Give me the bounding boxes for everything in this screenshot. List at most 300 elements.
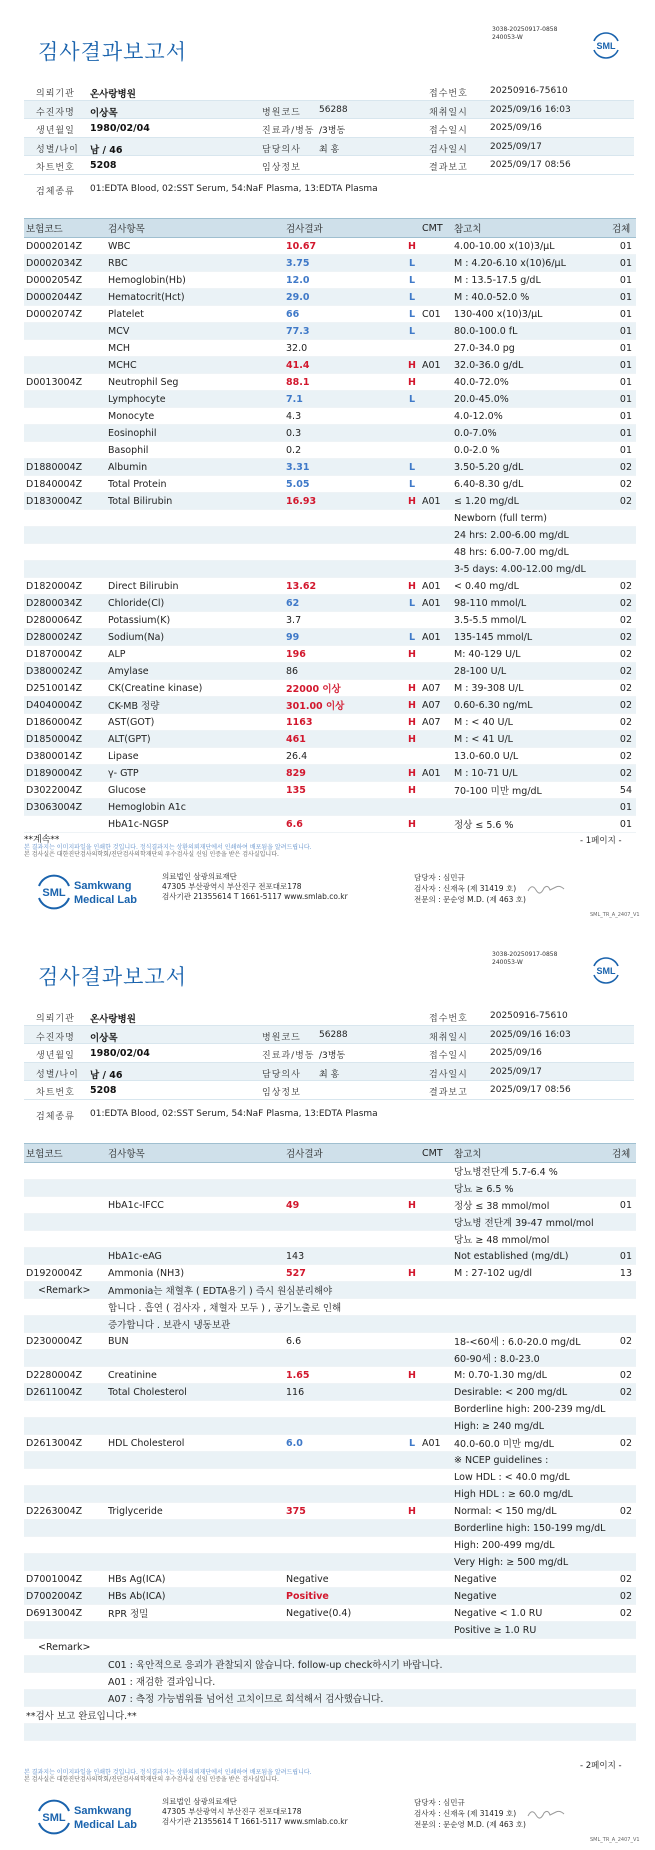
specimen-code: 02 [610,1588,636,1605]
specimen-code: 02 [610,680,636,697]
specimen-code: 01 [610,1248,636,1265]
table-row [24,340,636,357]
table-row [24,1486,636,1503]
results-table-page-2 [24,1143,636,1741]
birth-label: 생년월일 [36,1051,75,1061]
hl-flag: L [402,476,420,493]
test-result: 62 [284,595,402,612]
info-row [24,138,634,157]
comment-code [420,1163,452,1180]
table-row [24,357,636,374]
comment-code [420,1384,452,1401]
test-item: RBC [106,255,284,272]
comment-code: A07 [420,697,452,714]
test-item: HBs Ag(ICA) [106,1571,284,1588]
hl-flag [402,1163,420,1180]
test-item: Platelet [106,306,284,323]
test-result [284,544,402,561]
insurance-code: D2800064Z [24,612,106,629]
insurance-code: D2611004Z [24,1384,106,1401]
insurance-code [24,1469,106,1486]
comment-code [420,1588,452,1605]
reference-range: High HDL : ≥ 60.0 mg/dL [452,1486,610,1503]
table-row [24,1197,636,1214]
table-row [24,1622,636,1639]
insurance-code [24,1520,106,1537]
table-row [24,391,636,408]
hospital-code-value: 56288 [319,1029,348,1040]
test-item [106,1452,284,1469]
test-result [284,1537,402,1554]
hl-flag: H [402,646,420,663]
comment-code [420,816,452,833]
specimen-code: 01 [610,323,636,340]
table-row [24,459,636,476]
test-item: γ- GTP [106,765,284,782]
table-row [24,748,636,765]
reference-range: M : 27-102 ug/dl [452,1265,610,1282]
collect-date-label: 채취일시 [429,107,468,118]
reference-range: 당뇨병전단계 5.7-6.4 % [452,1163,610,1180]
test-result: 5.05 [284,476,402,493]
comment-code [420,1537,452,1554]
table-row [24,306,636,323]
test-item: MCH [106,340,284,357]
test-item: CK-MB 정량 [106,697,284,714]
specimen-code: 02 [610,731,636,748]
comment-code [420,1265,452,1282]
hl-flag [402,510,420,527]
test-result [284,1469,402,1486]
specimen-code [610,1214,636,1231]
reference-range: Borderline high: 200-239 mg/dL [452,1401,610,1418]
table-row [24,1367,636,1384]
test-result: 527 [284,1265,402,1282]
insurance-code: D0002054Z [24,272,106,289]
hl-flag: H [402,578,420,595]
page-number: - 1페이지 - [580,836,622,846]
insurance-code: D1890004Z [24,765,106,782]
table-row [24,561,636,578]
table-row [24,1588,636,1605]
test-item: HBs Ab(ICA) [106,1588,284,1605]
insurance-code [24,1214,106,1231]
hl-flag [402,1350,420,1367]
hl-flag [402,1554,420,1571]
test-result [284,527,402,544]
insurance-code [24,1197,106,1214]
hl-flag [402,1333,420,1350]
comment-code [420,272,452,289]
hl-flag [402,1588,420,1605]
hl-flag [402,1231,420,1248]
patient-info [24,1007,634,1100]
comment-code [420,510,452,527]
table-row [24,1673,636,1690]
reference-range: 48 hrs: 6.00-7.00 mg/dL [452,544,610,561]
specimen-code: 02 [610,697,636,714]
hl-flag: L [402,306,420,323]
comment-code [420,425,452,442]
specimen-code: 01 [610,391,636,408]
table-row [24,1418,636,1435]
comment-code [420,1520,452,1537]
column-header: CMT [420,1144,452,1163]
chart-no-value: 5208 [90,160,117,171]
hl-flag [402,1180,420,1197]
reference-range: 40.0-60.0 미만 mg/dL [452,1435,610,1452]
comment-code: A01 [420,1435,452,1452]
specimen-code: 01 [610,442,636,459]
container-label: 검체종류 [36,187,75,197]
insurance-code [24,1486,106,1503]
test-item [106,1554,284,1571]
remark-label: <Remark> [24,1282,106,1299]
reference-range: M: 0.70-1.30 mg/dL [452,1367,610,1384]
insurance-code: D1920004Z [24,1265,106,1282]
table-row [24,527,636,544]
test-item [106,1163,284,1180]
comment-code [420,238,452,255]
comment-code [420,1401,452,1418]
comment-code [420,748,452,765]
insurance-code [24,340,106,357]
test-result: 32.0 [284,340,402,357]
hl-flag [402,1486,420,1503]
table-row [24,629,636,646]
insurance-code: D3800014Z [24,748,106,765]
hl-flag [402,442,420,459]
test-result [284,1486,402,1503]
insurance-code [24,1248,106,1265]
insurance-code: D2613004Z [24,1435,106,1452]
test-result: 0.2 [284,442,402,459]
test-result: 4.3 [284,408,402,425]
form-code: SML_TR_A_2407_V1 [590,912,640,918]
hl-flag: H [402,680,420,697]
test-item: Potassium(K) [106,612,284,629]
insurance-code: D3800024Z [24,663,106,680]
test-item [106,1401,284,1418]
table-row [24,255,636,272]
svg-text:Medical Lab: Medical Lab [74,894,137,906]
reference-range: 135-145 mmol/L [452,629,610,646]
test-result [284,1622,402,1639]
empty-cell [24,1656,106,1673]
test-item [106,1350,284,1367]
table-header [24,1144,636,1163]
hl-flag [402,748,420,765]
patient-label: 수진자명 [36,107,75,118]
comment-code [420,1605,452,1622]
test-item: Hemoglobin(Hb) [106,272,284,289]
receipt-date-value: 2025/09/16 [490,1048,542,1058]
empty-cell [24,1299,106,1316]
comment-code [420,1367,452,1384]
insurance-code [24,561,106,578]
reference-range: M : 10-71 U/L [452,765,610,782]
hl-flag [402,1248,420,1265]
svg-text:SML: SML [596,966,616,976]
test-result: 3.7 [284,612,402,629]
specimen-code: 02 [610,765,636,782]
insurance-code: D7001004Z [24,1571,106,1588]
table-row [24,1639,636,1656]
institution-value: 온사랑병원 [90,89,136,100]
comment-code [420,561,452,578]
specimen-code: 01 [610,272,636,289]
reference-range: 0.0-7.0% [452,425,610,442]
comment-code [420,1180,452,1197]
test-item: Basophil [106,442,284,459]
hl-flag [402,1622,420,1639]
svg-text:Samkwang: Samkwang [74,1805,132,1817]
insurance-code [24,816,106,833]
hl-flag: L [402,459,420,476]
reference-range: High: ≥ 240 mg/dL [452,1418,610,1435]
test-item: Ammonia (NH3) [106,1265,284,1282]
table-row [24,1401,636,1418]
empty-cell [24,1724,636,1741]
test-result: 22000 이상 [284,680,402,697]
info-row [24,1026,634,1045]
specimen-code: 02 [610,1605,636,1622]
test-result: 16.93 [284,493,402,510]
table-row [24,1316,636,1333]
empty-cell [24,1673,106,1690]
receipt-date-value: 2025/09/16 [490,123,542,133]
page-title: 검사결과보고서 [38,40,188,64]
insurance-code [24,442,106,459]
hl-flag: H [402,238,420,255]
comment-code [420,1469,452,1486]
specimen-code: 02 [610,646,636,663]
hl-flag: H [402,714,420,731]
receipt-no-value: 20250916-75610 [490,86,568,96]
table-row [24,1724,636,1741]
table-row [24,544,636,561]
test-result: 196 [284,646,402,663]
test-result [284,561,402,578]
test-result: 6.6 [284,816,402,833]
column-header: 검체 [610,1144,636,1163]
specimen-code: 01 [610,408,636,425]
samkwang-logo-icon [36,872,146,912]
hl-flag [402,1401,420,1418]
info-row [24,119,634,138]
sex-age-value: 남 / 46 [90,1069,123,1081]
hl-flag: L [402,629,420,646]
info-row [24,1007,634,1026]
comment-code [420,1333,452,1350]
table-row [24,578,636,595]
hl-flag: H [402,697,420,714]
specimen-code: 01 [610,425,636,442]
test-item [106,1537,284,1554]
comment-code: A07 [420,680,452,697]
reference-range: Normal: < 150 mg/dL [452,1503,610,1520]
table-row [24,1656,636,1673]
dept-label: 진료과/병동 [262,1051,315,1061]
specimen-code: 02 [610,595,636,612]
comment-code [420,731,452,748]
test-result: 135 [284,782,402,799]
insurance-code [24,391,106,408]
reference-range: 0.60-6.30 ng/mL [452,697,610,714]
test-item [106,527,284,544]
remark-text: Ammonia는 채혈후 ( EDTA용기 ) 즉시 원심분리해야 [106,1282,636,1299]
hl-flag: H [402,782,420,799]
doctor-label: 담당의사 [262,144,301,155]
table-row [24,442,636,459]
chart-no-value: 5208 [90,1085,117,1096]
test-result: Negative [284,1571,402,1588]
column-header: 검체 [610,219,636,238]
test-result [284,1180,402,1197]
reference-range: M : 39-308 U/L [452,680,610,697]
signature-block: 담당자 : 심민규 검사자 : 신재옥 (제 31419 호) 전문의 : 문순영 M.D. (제 463 호) [414,1798,526,1829]
reference-range: M : 13.5-17.5 g/dL [452,272,610,289]
hl-flag [402,663,420,680]
table-row [24,663,636,680]
reference-range: 18-<60세 : 6.0-20.0 mg/dL [452,1333,610,1350]
sml-logo-icon [590,957,622,984]
test-result: 41.4 [284,357,402,374]
report-date-label: 결과보고 [429,1088,468,1098]
reference-range: 27.0-34.0 pg [452,340,610,357]
svg-text:Samkwang: Samkwang [74,880,132,892]
table-row [24,1554,636,1571]
reference-range: ≤ 1.20 mg/dL [452,493,610,510]
signature-block: 담당자 : 심민규 검사자 : 신재옥 (제 31419 호) 전문의 : 문순영 M.D. (제 463 호) [414,873,526,904]
disclaimer-note: 본 결과지는 이미지파일을 인쇄한 것입니다. 정식결과지는 상환의뢰재단에서 인쇄하여 배포됨을 알려드립니다. [24,844,312,851]
insurance-code: D3022004Z [24,782,106,799]
specimen-code: 01 [610,255,636,272]
hl-flag: H [402,1265,420,1282]
test-result: 6.0 [284,1435,402,1452]
insurance-code: D7002004Z [24,1588,106,1605]
insurance-code: D3063004Z [24,799,106,816]
test-result [284,1452,402,1469]
specimen-code: 02 [610,1384,636,1401]
reference-range: 70-100 미만 mg/dL [452,782,610,799]
test-item [106,1214,284,1231]
patient-value: 이상목 [90,1032,118,1044]
specimen-code: 01 [610,374,636,391]
signature-icon [526,881,566,895]
reference-range: 60-90세 : 8.0-23.0 [452,1350,610,1367]
test-item: Triglyceride [106,1503,284,1520]
report-date-value: 2025/09/17 08:56 [490,160,571,170]
test-result: 375 [284,1503,402,1520]
reference-range: 80.0-100.0 fL [452,323,610,340]
foundation-info: 의료법인 삼광의료재단 47305 부산광역시 부산진구 전포대로178 검사기관 21355614 T 1661-5117 www.smlab.co.kr [162,1797,348,1826]
reference-range: 0.0-2.0 % [452,442,610,459]
table-row [24,289,636,306]
insurance-code: D0002074Z [24,306,106,323]
column-header: 보험코드 [24,1144,106,1163]
specimen-code: 02 [610,748,636,765]
page-number: - 2페이지 - [580,1761,622,1771]
reference-range: 3-5 days: 4.00-12.00 mg/dL [452,561,610,578]
test-item: AST(GOT) [106,714,284,731]
test-item: RPR 정밀 [106,1605,284,1622]
test-item: Hematocrit(Hct) [106,289,284,306]
patient-label: 수진자명 [36,1032,75,1043]
test-result: 1.65 [284,1367,402,1384]
specimen-code: 01 [610,816,636,833]
results-table-page-1 [24,218,636,833]
specimen-code: 13 [610,1265,636,1282]
comment-code [420,255,452,272]
insurance-code: D0002034Z [24,255,106,272]
insurance-code: D1870004Z [24,646,106,663]
comment-code [420,459,452,476]
test-item: Direct Bilirubin [106,578,284,595]
test-item: ALT(GPT) [106,731,284,748]
table-row [24,697,636,714]
specimen-code [610,1452,636,1469]
insurance-code [24,1180,106,1197]
comment-code: A01 [420,493,452,510]
hl-flag [402,1384,420,1401]
test-date-label: 검사일시 [429,1069,468,1080]
test-result: 829 [284,765,402,782]
table-row [24,493,636,510]
collect-date-value: 2025/09/16 16:03 [490,104,571,115]
reference-range: < 0.40 mg/dL [452,578,610,595]
info-row [24,1063,634,1082]
reference-range: 당뇨병 전단계 39-47 mmol/mol [452,1214,610,1231]
info-row [24,1044,634,1063]
test-result: 3.75 [284,255,402,272]
comment-code [420,782,452,799]
test-item: Sodium(Na) [106,629,284,646]
hl-flag [402,340,420,357]
test-item: Lipase [106,748,284,765]
test-item: BUN [106,1333,284,1350]
dept-value: /3병동 [319,126,346,136]
table-row [24,374,636,391]
column-header: 검사결과 [284,1144,402,1163]
reference-range [452,799,610,816]
table-row [24,1707,636,1724]
test-result: 12.0 [284,272,402,289]
reference-range: 정상 ≤ 38 mmol/mol [452,1197,610,1214]
specimen-code: 01 [610,1197,636,1214]
test-item: Total Cholesterol [106,1384,284,1401]
table-row [24,476,636,493]
comment-code [420,1350,452,1367]
test-item [106,1418,284,1435]
specimen-code: 02 [610,578,636,595]
test-result [284,1350,402,1367]
table-row [24,1452,636,1469]
column-header: 참고치 [452,219,610,238]
table-row [24,1520,636,1537]
institution-label: 의뢰기관 [36,89,75,99]
empty-cell [24,1690,106,1707]
test-result: 49 [284,1197,402,1214]
reference-range: High: 200-499 mg/dL [452,1537,610,1554]
hl-flag: H [402,765,420,782]
test-result: 143 [284,1248,402,1265]
remark-text: A01 : 재검한 결과입니다. [106,1673,636,1690]
reference-range: 20.0-45.0% [452,391,610,408]
reference-range: 13.0-60.0 U/L [452,748,610,765]
insurance-code [24,1452,106,1469]
hl-flag [402,561,420,578]
